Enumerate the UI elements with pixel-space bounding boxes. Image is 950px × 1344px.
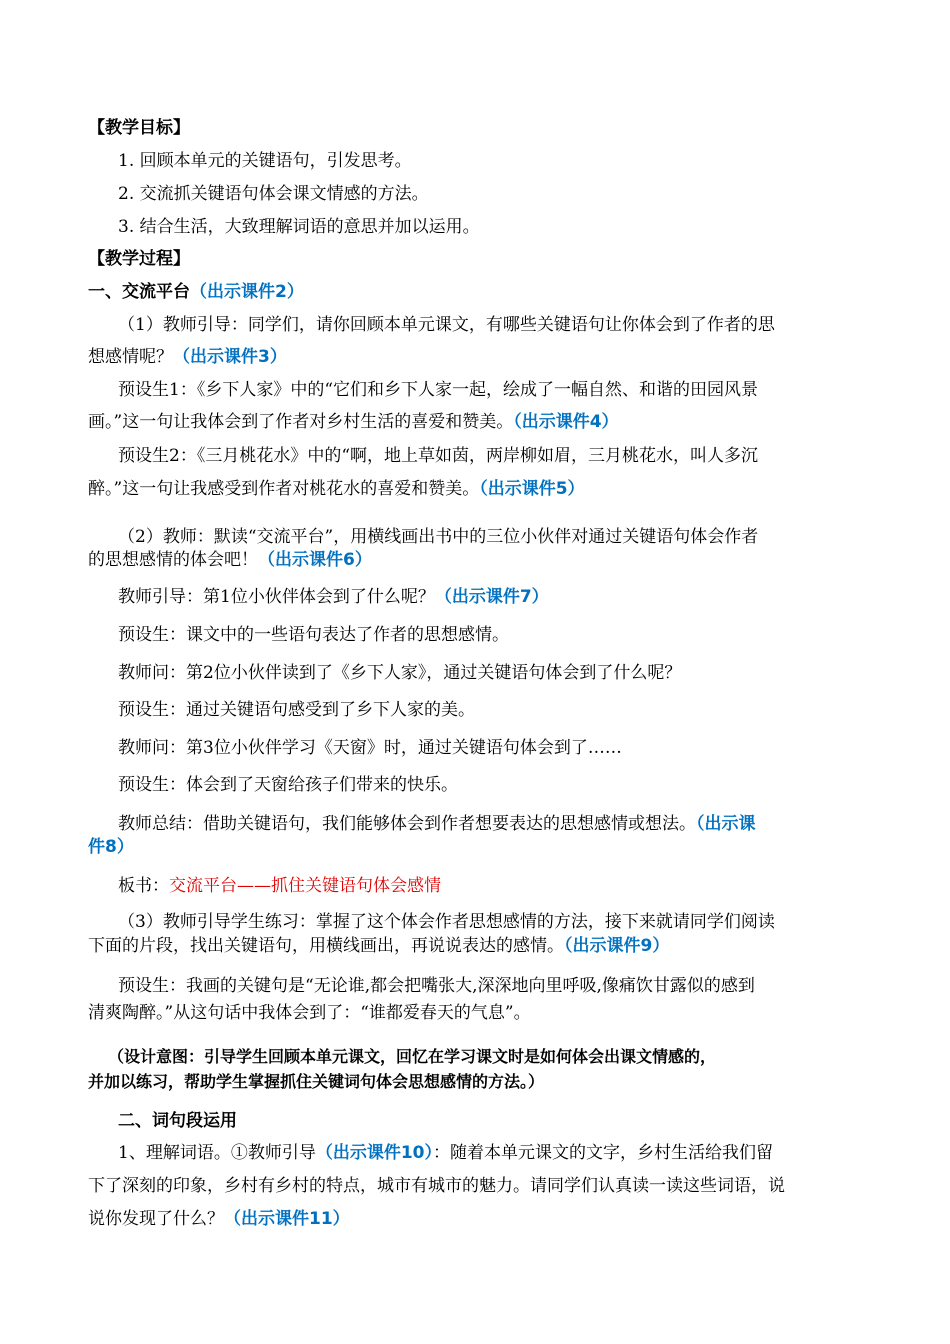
heading-teaching-process: 【教学过程】 bbox=[88, 249, 190, 269]
section-1-heading bbox=[88, 281, 304, 303]
paragraph-3-line-2 bbox=[88, 478, 585, 500]
courseware-tip: （出示课件5） bbox=[479, 479, 585, 499]
courseware-tip: （出示课件2） bbox=[190, 282, 304, 302]
section-2-title: 二、词句段运用 bbox=[118, 1111, 237, 1131]
paragraph-15-text-a: 1、理解词语。①教师引导 bbox=[118, 1143, 316, 1163]
paragraph-15-line-1 bbox=[118, 1142, 773, 1164]
paragraph-1-line-2 bbox=[88, 346, 287, 368]
paragraph-3-line-1: 预设生2：《三月桃花水》中的“啊，地上草如茵，两岸柳如眉，三月桃花水，叫人多沉 bbox=[118, 446, 759, 466]
paragraph-15-text-c: 说你发现了什么？ bbox=[88, 1209, 224, 1229]
paragraph-5-text: 教师引导：第1位小伙伴体会到了什么呢？ bbox=[118, 587, 435, 607]
paragraph-4-text: 的思想感情的体会吧！ bbox=[88, 550, 258, 570]
paragraph-5 bbox=[118, 586, 549, 608]
courseware-tip: （出示课件7） bbox=[434, 587, 549, 607]
paragraph-4-line-1: （2）教师：默读“交流平台”，用横线画出书中的三位小伙伴对通过关键语句体会作者 bbox=[118, 527, 759, 547]
paragraph-11-text: 教师总结：借助关键语句，我们能够体会到作者想要表达的思想感情或想法。 bbox=[118, 814, 696, 834]
paragraph-2-line-1: 预设生1：《乡下人家》中的“它们和乡下人家一起，绘成了一幅自然、和谐的田园风景 bbox=[118, 380, 759, 400]
paragraph-9: 教师问：第3位小伙伴学习《天窗》时，通过关键语句体会到了…… bbox=[118, 738, 622, 758]
paragraph-4-line-2 bbox=[88, 549, 372, 571]
courseware-tip: （出示课件6） bbox=[258, 550, 372, 570]
paragraph-13-line-2 bbox=[88, 935, 669, 957]
design-intent-line-2: 并加以练习，帮助学生掌握抓住关键词句体会思想感情的方法。） bbox=[88, 1072, 545, 1091]
courseware-tip: （出示课件3） bbox=[173, 347, 287, 367]
paragraph-10: 预设生：体会到了天窗给孩子们带来的快乐。 bbox=[118, 775, 458, 795]
design-intent-line-1: （设计意图：引导学生回顾本单元课文，回忆在学习课文时是如何体会出课文情感的， bbox=[108, 1047, 717, 1066]
courseware-tip: （出示课件4） bbox=[513, 412, 619, 432]
blackboard-note bbox=[118, 875, 441, 897]
paragraph-15-line-2: 下了深刻的印象，乡村有乡村的特点，城市有城市的魅力。请同学们认真读一读这些词语，说 bbox=[88, 1176, 785, 1196]
paragraph-3-text: 醉。”这一句让我感受到作者对桃花水的喜爱和赞美。 bbox=[88, 479, 480, 499]
goal-item-1: 1. 回顾本单元的关键语句，引发思考。 bbox=[118, 151, 412, 171]
paragraph-15-text-b: ：随着本单元课文的文字，乡村生活给我们留 bbox=[433, 1143, 773, 1163]
courseware-tip: （出示课件11） bbox=[224, 1209, 350, 1229]
paragraph-2-text: 画。”这一句让我体会到了作者对乡村生活的喜爱和赞美。 bbox=[88, 412, 514, 432]
paragraph-7: 教师问：第2位小伙伴读到了《乡下人家》，通过关键语句体会到了什么呢？ bbox=[118, 663, 682, 683]
paragraph-11-line-1 bbox=[118, 813, 756, 835]
paragraph-14-line-1: 预设生：我画的关键句是“无论谁,都会把嘴张大,深深地向里呼吸,像痛饮甘露似的感到 bbox=[118, 976, 755, 996]
paragraph-13-text: 下面的片段，找出关键语句，用横线画出，再说说表达的感情。 bbox=[88, 936, 564, 956]
paragraph-14-line-2: 清爽陶醉。”从这句话中我体会到了：“谁都爱春天的气息”。 bbox=[88, 1003, 531, 1023]
paragraph-2-line-2 bbox=[88, 411, 619, 433]
paragraph-1-line-1: （1）教师引导：同学们，请你回顾本单元课文，有哪些关键语句让你体会到了作者的思 bbox=[118, 315, 775, 335]
paragraph-1-text: 想感情呢？ bbox=[88, 347, 173, 367]
blackboard-content: 交流平台——抓住关键语句体会感情 bbox=[169, 876, 441, 896]
courseware-tip: 件8） bbox=[88, 837, 134, 857]
paragraph-8: 预设生：通过关键语句感受到了乡下人家的美。 bbox=[118, 700, 475, 720]
blackboard-label: 板书： bbox=[118, 876, 169, 896]
goal-item-2: 2. 交流抓关键语句体会课文情感的方法。 bbox=[118, 184, 429, 204]
section-1-title: 一、交流平台 bbox=[88, 282, 190, 302]
paragraph-13-line-1: （3）教师引导学生练习：掌握了这个体会作者思想感情的方法，接下来就请同学们阅读 bbox=[118, 912, 775, 932]
heading-teaching-goals: 【教学目标】 bbox=[88, 118, 190, 138]
courseware-tip: （出示课 bbox=[696, 814, 756, 834]
courseware-tip: （出示课件10） bbox=[315, 1143, 433, 1163]
paragraph-6: 预设生：课文中的一些语句表达了作者的思想感情。 bbox=[118, 625, 509, 645]
courseware-tip: （出示课件9） bbox=[564, 936, 670, 956]
paragraph-15-line-3 bbox=[88, 1208, 350, 1230]
goal-item-3: 3. 结合生活，大致理解词语的意思并加以运用。 bbox=[118, 217, 480, 237]
